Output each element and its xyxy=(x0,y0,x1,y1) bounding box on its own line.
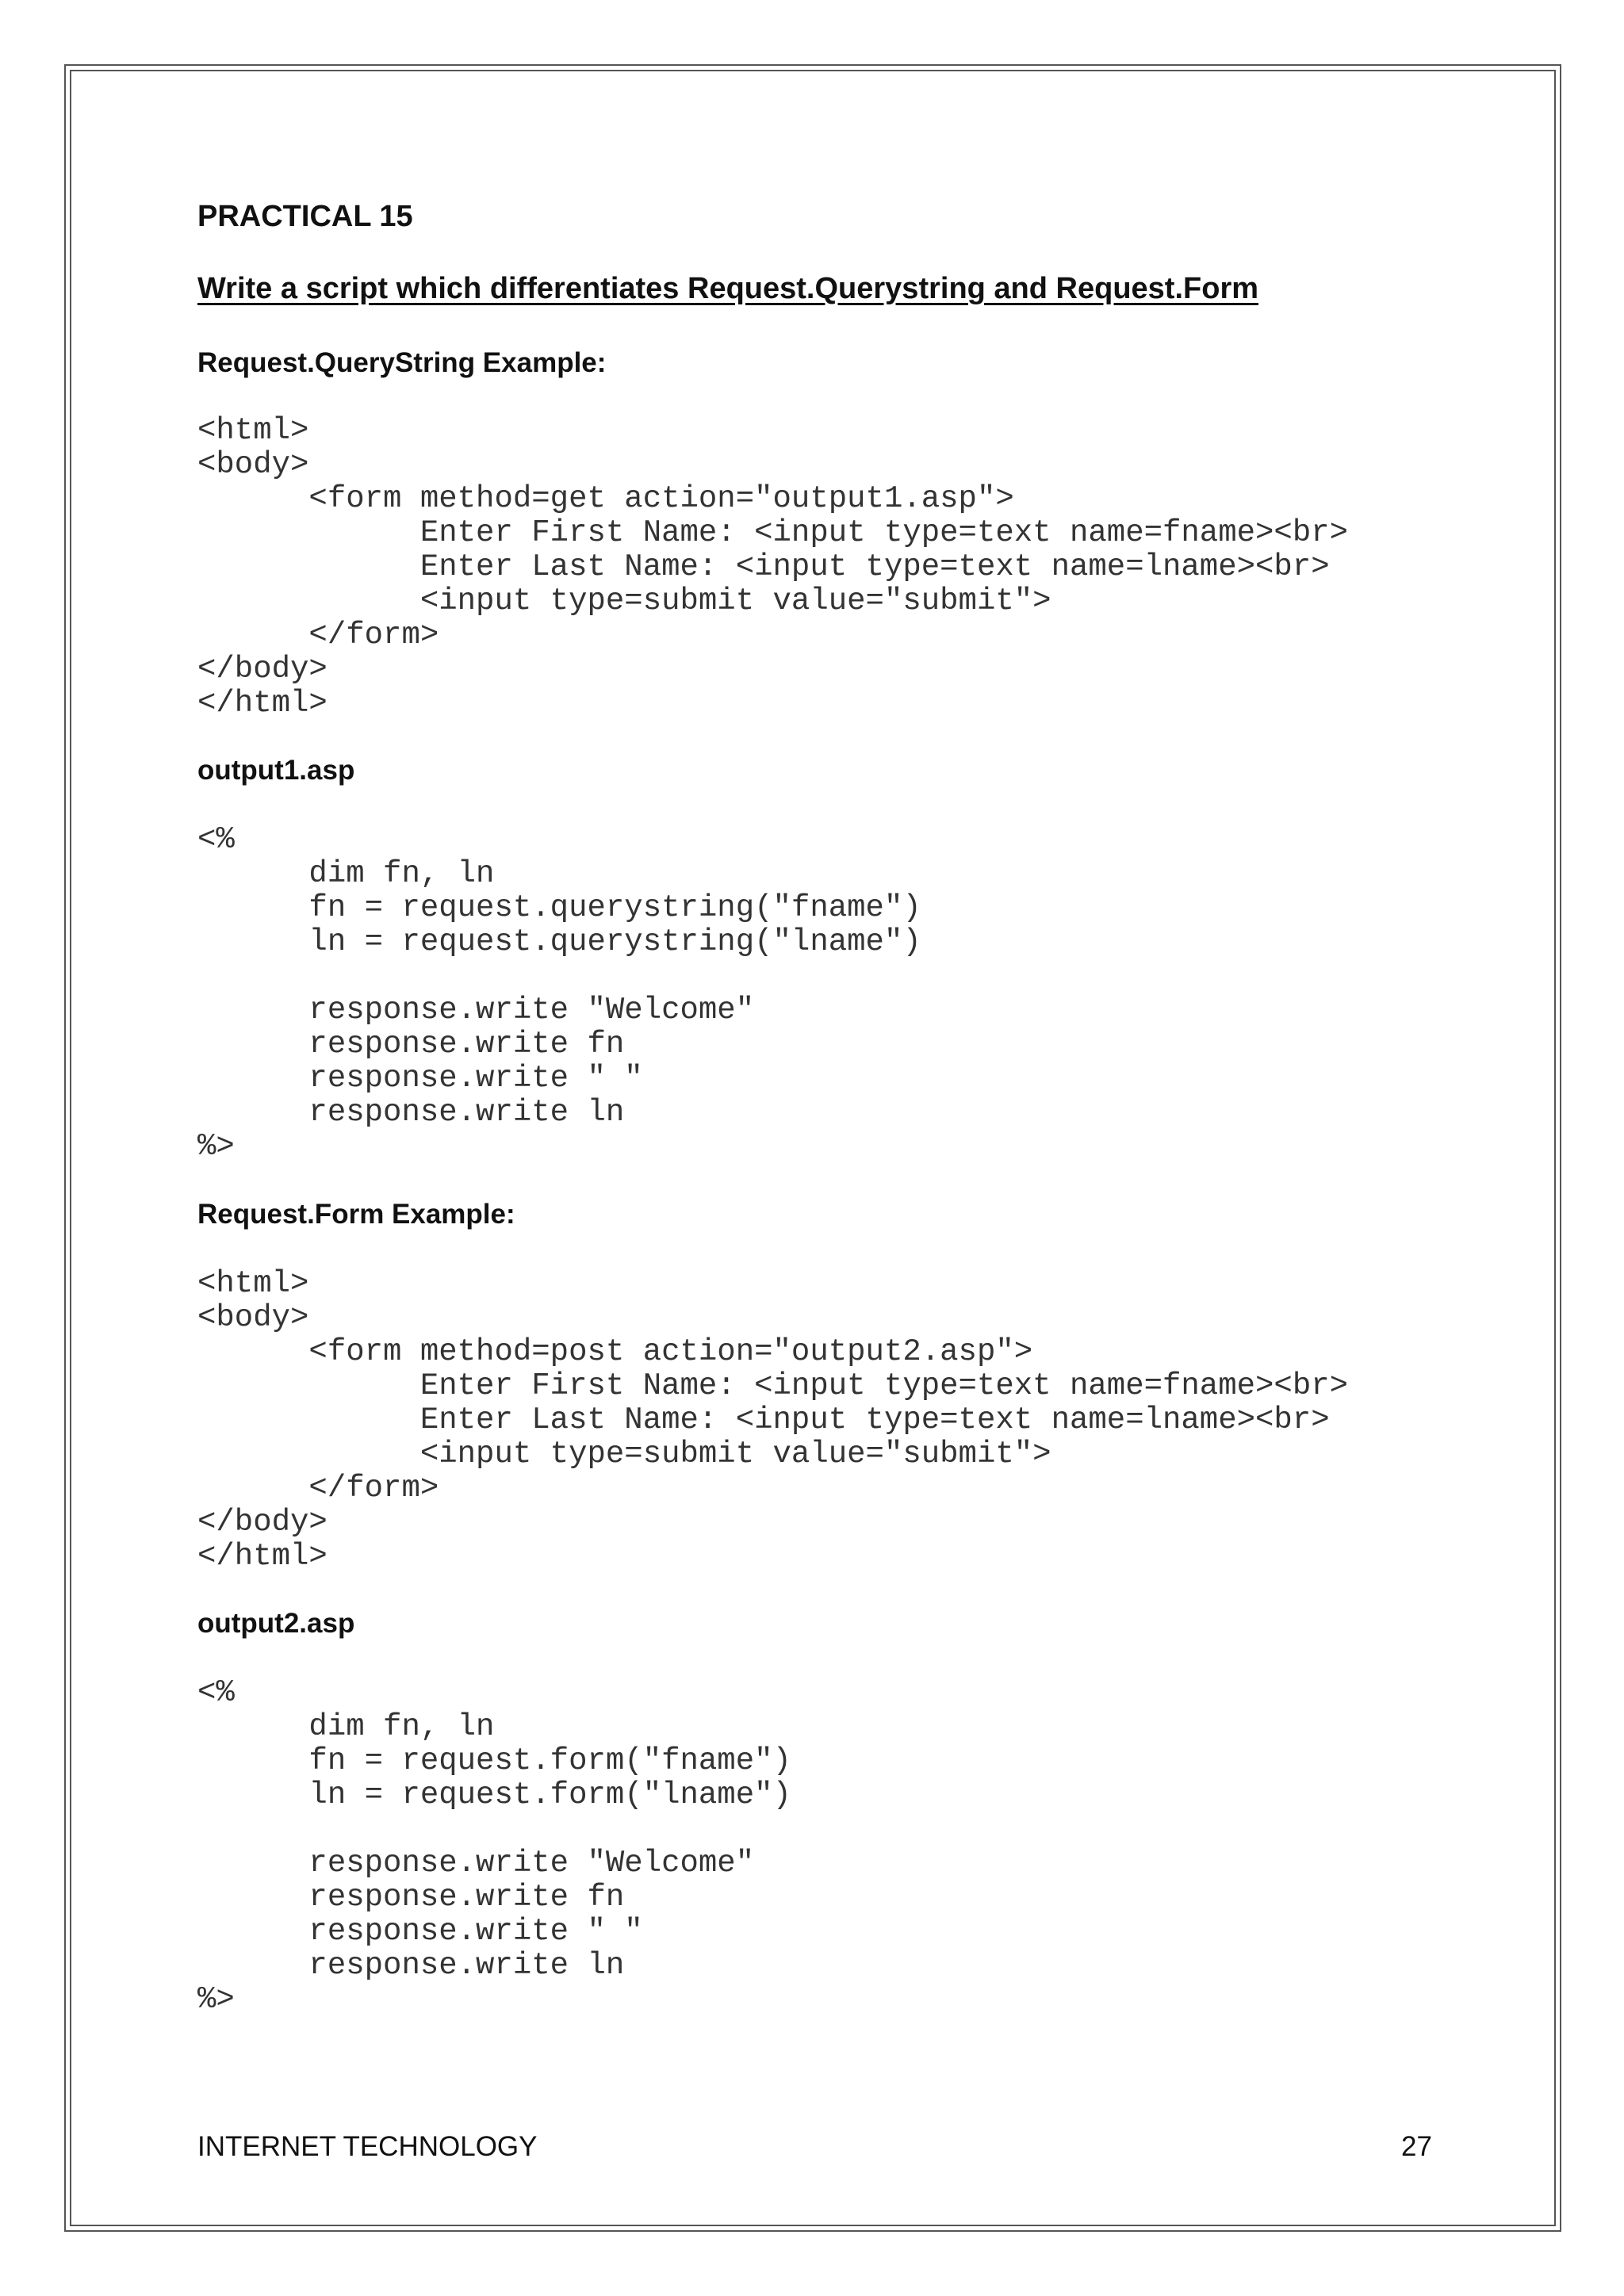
output1-label: output1.asp xyxy=(197,755,355,786)
footer-page-number: 27 xyxy=(1401,2131,1432,2162)
output2-label: output2.asp xyxy=(197,1608,355,1639)
output1-code: <% dim fn, ln fn = request.querystring("fname") ln = request.querystring("lname") response.write "Welcome" response.write fn response.write " " response.write ln %> xyxy=(197,822,921,1164)
question-heading: Write a script which differentiates Request.Querystring and Request.Form xyxy=(197,272,1259,305)
form-example-label: Request.Form Example: xyxy=(197,1199,515,1230)
querystring-html-code: <html> <body> <form method=get action="output1.asp"> Enter First Name: <input type=text name=fname><br> Enter Last Name: <input type=text name=lname><br> <input type=submit value="submit"> </form> </body> </html> xyxy=(197,413,1349,721)
footer-subject: INTERNET TECHNOLOGY xyxy=(197,2131,538,2162)
practical-title: PRACTICAL 15 xyxy=(197,200,413,233)
form-html-code: <html> <body> <form method=post action="output2.asp"> Enter First Name: <input type=text name=fname><br> Enter Last Name: <input type=text name=lname><br> <input type=submit value="submit"> </form> </body> </html> xyxy=(197,1266,1349,1574)
output2-code: <% dim fn, ln fn = request.form("fname") ln = request.form("lname") response.write "Welcome" response.write fn response.write " " response.write ln %> xyxy=(197,1675,791,2017)
querystring-example-label: Request.QueryString Example: xyxy=(197,347,607,378)
